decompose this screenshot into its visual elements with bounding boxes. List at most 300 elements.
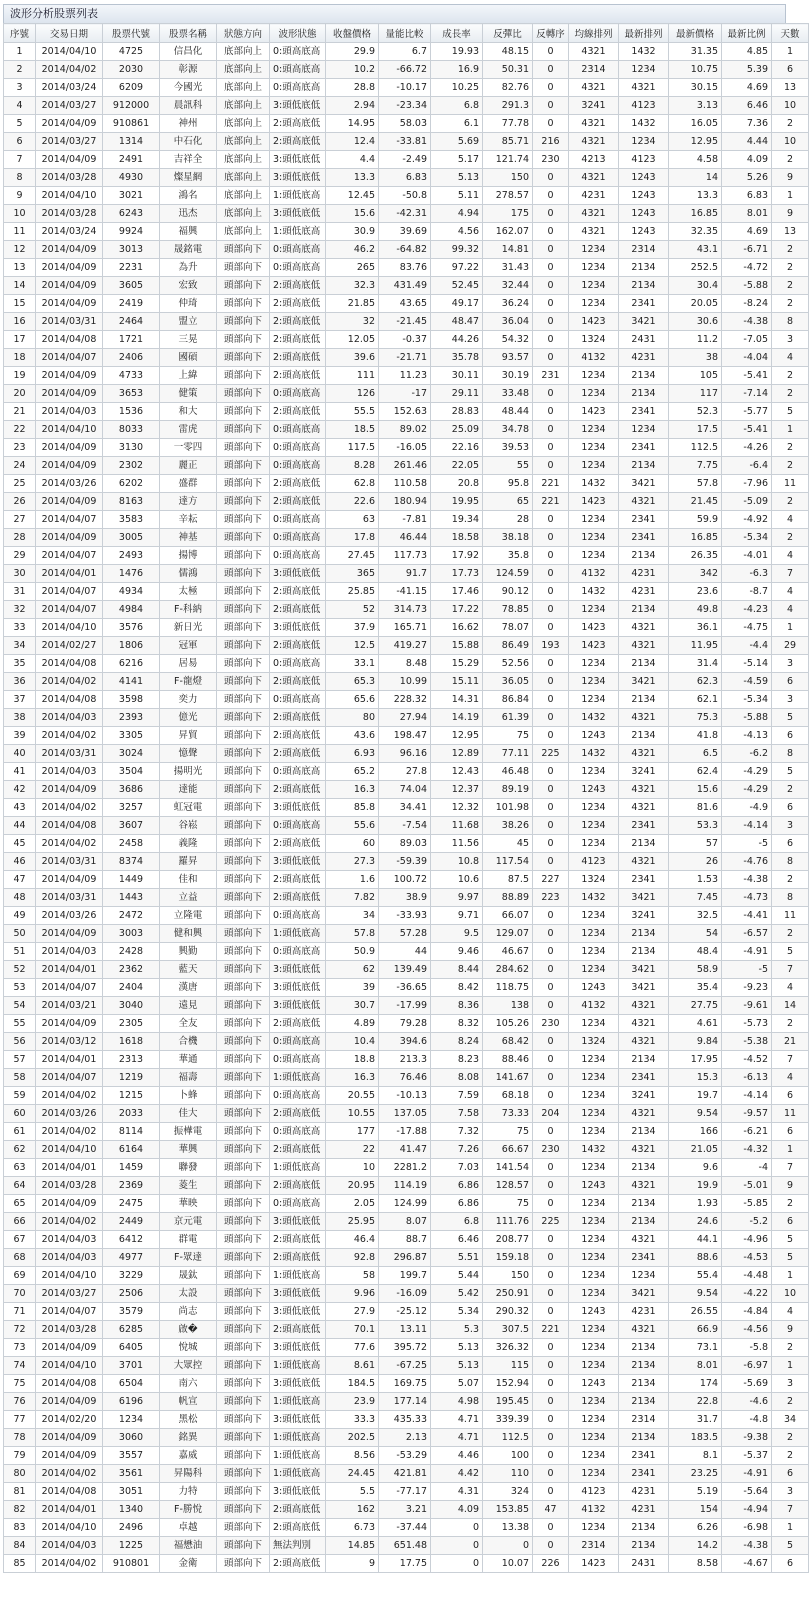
table-row[interactable] [4, 979, 809, 997]
table-cell: 2464 [103, 313, 160, 331]
table-cell: 17.92 [431, 547, 483, 565]
table-cell: 2014/03/31 [36, 889, 103, 907]
table-cell: 力特 [160, 1483, 217, 1501]
table-row[interactable] [4, 133, 809, 151]
table-cell: 3:頭低底低 [270, 961, 326, 979]
table-row[interactable] [4, 1321, 809, 1339]
table-cell: 彰源 [160, 61, 217, 79]
table-cell: 2014/04/09 [36, 115, 103, 133]
table-cell: 85.71 [483, 133, 533, 151]
table-row[interactable] [4, 295, 809, 313]
table-row[interactable] [4, 1519, 809, 1537]
table-row[interactable] [4, 889, 809, 907]
table-cell: 頭部向下 [217, 655, 270, 673]
table-cell: 0 [533, 79, 569, 97]
table-cell: 231 [533, 367, 569, 385]
column-header[interactable]: 均線排列 [569, 24, 619, 43]
table-row[interactable] [4, 835, 809, 853]
table-cell: 2134 [619, 1051, 669, 1069]
table-cell: 2302 [103, 457, 160, 475]
table-cell: 立隆電 [160, 907, 217, 925]
table-cell: 頭部向下 [217, 1141, 270, 1159]
table-row[interactable] [4, 961, 809, 979]
table-cell: -77.17 [379, 1483, 431, 1501]
column-header[interactable]: 狀態方向 [217, 24, 270, 43]
table-cell: 0:頭高底高 [270, 79, 326, 97]
table-cell: 2:頭高底低 [270, 835, 326, 853]
table-row[interactable] [4, 1051, 809, 1069]
table-cell: 2341 [619, 1249, 669, 1267]
table-row[interactable] [4, 259, 809, 277]
table-cell: 2014/03/28 [36, 1321, 103, 1339]
table-cell: 頭部向下 [217, 295, 270, 313]
column-header[interactable]: 股票代號 [103, 24, 160, 43]
table-cell: 頭部向下 [217, 1429, 270, 1447]
table-cell: 立益 [160, 889, 217, 907]
table-row[interactable] [4, 1537, 809, 1555]
table-cell: 33.3 [326, 1411, 379, 1429]
table-cell: 2014/04/10 [36, 1519, 103, 1537]
table-cell: 30.19 [483, 367, 533, 385]
table-cell: 0:頭高底高 [270, 43, 326, 61]
table-row[interactable] [4, 1501, 809, 1519]
table-cell: 30.4 [669, 277, 722, 295]
table-row[interactable] [4, 925, 809, 943]
table-cell: 4321 [619, 1015, 669, 1033]
table-cell: 2134 [619, 547, 669, 565]
table-cell: 盟立 [160, 313, 217, 331]
table-cell: 12.32 [431, 799, 483, 817]
table-cell: 8.48 [379, 655, 431, 673]
column-header[interactable]: 交易日期 [36, 24, 103, 43]
table-row[interactable] [4, 655, 809, 673]
table-cell: 2014/04/01 [36, 1501, 103, 1519]
column-header[interactable]: 最新價格 [669, 24, 722, 43]
column-header[interactable]: 股票名稱 [160, 24, 217, 43]
table-cell: 28.8 [326, 79, 379, 97]
table-cell: 20.05 [669, 295, 722, 313]
table-cell: 77.11 [483, 745, 533, 763]
table-cell: 華興 [160, 1141, 217, 1159]
table-row[interactable] [4, 277, 809, 295]
column-header[interactable]: 反轉序 [533, 24, 569, 43]
table-cell: 3421 [619, 673, 669, 691]
table-cell: 12.43 [431, 763, 483, 781]
table-cell: 19 [4, 367, 36, 385]
table-cell: 17.75 [379, 1555, 431, 1573]
table-cell: 39.53 [483, 439, 533, 457]
table-row[interactable] [4, 79, 809, 97]
table-cell: 65.6 [326, 691, 379, 709]
table-cell: 55 [483, 457, 533, 475]
table-cell: 頭部向下 [217, 331, 270, 349]
table-cell: 2014/04/02 [36, 1465, 103, 1483]
table-cell: 2:頭高底低 [270, 475, 326, 493]
table-cell: 1423 [569, 403, 619, 421]
table-cell: 5.13 [431, 169, 483, 187]
table-cell: 2:頭高底低 [270, 1141, 326, 1159]
table-cell: -4.38 [722, 313, 772, 331]
table-row[interactable] [4, 763, 809, 781]
table-cell: 2 [772, 1393, 809, 1411]
table-cell: -21.71 [379, 349, 431, 367]
table-cell: 2 [772, 1339, 809, 1357]
table-cell: 32.35 [669, 223, 722, 241]
column-header[interactable]: 量能比較 [379, 24, 431, 43]
table-cell: 117.73 [379, 547, 431, 565]
table-cell: 111.76 [483, 1213, 533, 1231]
table-row[interactable] [4, 1447, 809, 1465]
table-cell: 3 [772, 655, 809, 673]
table-cell: -5.37 [722, 1447, 772, 1465]
table-row[interactable] [4, 385, 809, 403]
table-cell: 鴻名 [160, 187, 217, 205]
table-row[interactable] [4, 313, 809, 331]
table-cell: -4.73 [722, 889, 772, 907]
table-cell: 4.44 [722, 133, 772, 151]
table-cell: -4.26 [722, 439, 772, 457]
column-header[interactable]: 最新排列 [619, 24, 669, 43]
table-cell: 79 [4, 1447, 36, 1465]
table-cell: 7.82 [326, 889, 379, 907]
table-cell: -4.8 [722, 1411, 772, 1429]
table-cell: 2 [772, 295, 809, 313]
table-cell: 2419 [103, 295, 160, 313]
table-row[interactable] [4, 583, 809, 601]
table-cell: 59.9 [669, 511, 722, 529]
table-cell: 17.95 [669, 1051, 722, 1069]
table-row[interactable] [4, 1483, 809, 1501]
table-row[interactable] [4, 367, 809, 385]
table-cell: 10 [772, 97, 809, 115]
table-cell: 3.13 [669, 97, 722, 115]
table-cell: 漢唐 [160, 979, 217, 997]
table-row[interactable] [4, 511, 809, 529]
table-cell: 57 [4, 1051, 36, 1069]
table-row[interactable] [4, 619, 809, 637]
table-row[interactable] [4, 421, 809, 439]
table-cell: 10 [772, 1285, 809, 1303]
table-row[interactable] [4, 709, 809, 727]
table-row[interactable] [4, 1465, 809, 1483]
column-header[interactable]: 序號 [4, 24, 36, 43]
table-cell: 284.62 [483, 961, 533, 979]
table-cell: 9.71 [431, 907, 483, 925]
table-row[interactable] [4, 943, 809, 961]
table-cell: 13.3 [326, 169, 379, 187]
table-cell: 46.44 [379, 529, 431, 547]
table-row[interactable] [4, 205, 809, 223]
table-cell: 2:頭高底低 [270, 889, 326, 907]
column-header[interactable]: 反彈比 [483, 24, 533, 43]
table-row[interactable] [4, 1141, 809, 1159]
table-cell: 2341 [619, 1069, 669, 1087]
table-row[interactable] [4, 1231, 809, 1249]
table-cell: 2 [772, 1429, 809, 1447]
table-cell: 55.6 [326, 817, 379, 835]
table-cell: -4.38 [722, 871, 772, 889]
table-row[interactable] [4, 457, 809, 475]
table-cell: 1234 [569, 1213, 619, 1231]
table-row[interactable] [4, 529, 809, 547]
table-row[interactable] [4, 1303, 809, 1321]
table-cell: 2014/04/09 [36, 151, 103, 169]
table-cell: 18.58 [431, 529, 483, 547]
table-cell: 45 [483, 835, 533, 853]
table-cell: 10.75 [669, 61, 722, 79]
table-row[interactable] [4, 1339, 809, 1357]
table-cell: 6.46 [722, 97, 772, 115]
table-row[interactable] [4, 1249, 809, 1267]
table-cell: 221 [533, 475, 569, 493]
table-row[interactable] [4, 439, 809, 457]
table-cell: 342 [669, 565, 722, 583]
column-header[interactable]: 最新比例 [722, 24, 772, 43]
table-cell: 8.32 [431, 1015, 483, 1033]
table-row[interactable] [4, 745, 809, 763]
table-cell: 揚博 [160, 547, 217, 565]
table-row[interactable] [4, 1069, 809, 1087]
table-row[interactable] [4, 1555, 809, 1573]
table-row[interactable] [4, 547, 809, 565]
table-cell: 8 [772, 745, 809, 763]
table-cell: 頭部向下 [217, 1303, 270, 1321]
column-header[interactable]: 收盤價格 [326, 24, 379, 43]
table-row[interactable] [4, 1393, 809, 1411]
table-cell: 3:頭低底低 [270, 619, 326, 637]
table-row[interactable] [4, 403, 809, 421]
table-cell: 1314 [103, 133, 160, 151]
table-cell: 2134 [619, 727, 669, 745]
table-cell: 65.2 [326, 763, 379, 781]
table-row[interactable] [4, 331, 809, 349]
table-cell: 9.54 [669, 1105, 722, 1123]
table-row[interactable] [4, 241, 809, 259]
table-cell: 42 [4, 781, 36, 799]
table-row[interactable] [4, 223, 809, 241]
table-cell: 頭部向下 [217, 781, 270, 799]
table-row[interactable] [4, 187, 809, 205]
table-cell: 97.22 [431, 259, 483, 277]
table-cell: 頭部向下 [217, 1357, 270, 1375]
table-cell: 24.45 [326, 1465, 379, 1483]
table-row[interactable] [4, 1087, 809, 1105]
table-cell: 2014/04/10 [36, 619, 103, 637]
table-cell: 50.31 [483, 61, 533, 79]
table-cell: 中石化 [160, 133, 217, 151]
table-cell: 1324 [569, 871, 619, 889]
table-row[interactable] [4, 1267, 809, 1285]
table-cell: 達方 [160, 493, 217, 511]
table-cell: 尚志 [160, 1303, 217, 1321]
table-row[interactable] [4, 871, 809, 889]
table-cell: 2014/04/01 [36, 565, 103, 583]
table-row[interactable] [4, 565, 809, 583]
table-cell: 0 [533, 1033, 569, 1051]
table-cell: 底部向上 [217, 79, 270, 97]
table-cell: 225 [533, 745, 569, 763]
table-row[interactable] [4, 1357, 809, 1375]
table-row[interactable] [4, 151, 809, 169]
table-cell: 1721 [103, 331, 160, 349]
table-cell: 46.67 [483, 943, 533, 961]
table-cell: 230 [533, 151, 569, 169]
table-row[interactable] [4, 1159, 809, 1177]
table-cell: 2:頭高底低 [270, 403, 326, 421]
table-row[interactable] [4, 817, 809, 835]
table-cell: 1423 [569, 637, 619, 655]
table-cell: 48 [4, 889, 36, 907]
table-row[interactable] [4, 799, 809, 817]
table-cell: 159.18 [483, 1249, 533, 1267]
table-row[interactable] [4, 1015, 809, 1033]
table-row[interactable] [4, 907, 809, 925]
table-cell: 30.15 [669, 79, 722, 97]
table-cell: 2341 [619, 817, 669, 835]
table-cell: 4321 [619, 799, 669, 817]
table-cell: 2014/04/07 [36, 979, 103, 997]
table-cell: 3:頭低底低 [270, 1483, 326, 1501]
table-row[interactable] [4, 97, 809, 115]
table-cell: 3:頭低底低 [270, 853, 326, 871]
table-cell: 33 [4, 619, 36, 637]
table-cell: 15 [4, 295, 36, 313]
table-row[interactable] [4, 1105, 809, 1123]
table-row[interactable] [4, 61, 809, 79]
table-cell: 53.3 [669, 817, 722, 835]
table-row[interactable] [4, 1123, 809, 1141]
table-row[interactable] [4, 349, 809, 367]
column-header[interactable]: 波形狀態 [270, 24, 326, 43]
table-cell: 68.18 [483, 1087, 533, 1105]
table-cell: 銘異 [160, 1429, 217, 1447]
column-header[interactable]: 成長率 [431, 24, 483, 43]
table-cell: 44 [379, 943, 431, 961]
table-cell: 2:頭高底低 [270, 1249, 326, 1267]
table-cell: 遠見 [160, 997, 217, 1015]
table-cell: 帆宣 [160, 1393, 217, 1411]
table-row[interactable] [4, 1177, 809, 1195]
table-cell: 6.86 [431, 1195, 483, 1213]
table-cell: 1.53 [669, 871, 722, 889]
table-cell: 6.8 [431, 1213, 483, 1231]
table-row[interactable] [4, 43, 809, 61]
table-cell: 2014/04/07 [36, 601, 103, 619]
table-cell: 1243 [619, 223, 669, 241]
table-row[interactable] [4, 1285, 809, 1303]
table-cell: 0 [533, 349, 569, 367]
table-row[interactable] [4, 691, 809, 709]
table-cell: -4.6 [722, 1393, 772, 1411]
table-cell: 1536 [103, 403, 160, 421]
table-cell: 福興 [160, 223, 217, 241]
table-row[interactable] [4, 1033, 809, 1051]
table-cell: 4321 [569, 79, 619, 97]
table-cell: 頭部向下 [217, 745, 270, 763]
table-cell: 2014/03/26 [36, 475, 103, 493]
table-cell: 6.5 [669, 745, 722, 763]
table-cell: 8.58 [669, 1555, 722, 1573]
table-cell: 117.54 [483, 853, 533, 871]
table-cell: 10 [326, 1159, 379, 1177]
table-cell: 頭部向下 [217, 367, 270, 385]
table-cell: 30.9 [326, 223, 379, 241]
table-cell: 頭部向下 [217, 475, 270, 493]
table-cell: 8.08 [431, 1069, 483, 1087]
table-cell: 261.46 [379, 457, 431, 475]
table-row[interactable] [4, 997, 809, 1015]
table-cell: 112.5 [669, 439, 722, 457]
table-cell: 48.4 [669, 943, 722, 961]
table-cell: 4132 [569, 565, 619, 583]
table-cell: 8.42 [431, 979, 483, 997]
table-cell: 卜蜂 [160, 1087, 217, 1105]
table-cell: 4321 [619, 997, 669, 1015]
table-cell: 頭部向下 [217, 583, 270, 601]
table-cell: 1234 [569, 1105, 619, 1123]
table-row[interactable] [4, 853, 809, 871]
table-cell: 5 [772, 1231, 809, 1249]
table-cell: 52.3 [669, 403, 722, 421]
table-row[interactable] [4, 493, 809, 511]
table-row[interactable] [4, 637, 809, 655]
table-cell: 8 [772, 889, 809, 907]
table-cell: 晨訊科 [160, 97, 217, 115]
table-cell: 2:頭高底低 [270, 295, 326, 313]
table-cell: 興勤 [160, 943, 217, 961]
table-cell: 底部向上 [217, 223, 270, 241]
table-row[interactable] [4, 673, 809, 691]
table-cell: 5.07 [431, 1375, 483, 1393]
table-cell: 2 [772, 781, 809, 799]
table-row[interactable] [4, 1195, 809, 1213]
table-row[interactable] [4, 727, 809, 745]
table-cell: 2341 [619, 403, 669, 421]
table-cell: 頭部向下 [217, 943, 270, 961]
table-row[interactable] [4, 601, 809, 619]
table-cell: 5 [772, 1537, 809, 1555]
table-cell: 上緯 [160, 367, 217, 385]
table-row[interactable] [4, 1411, 809, 1429]
table-cell: 5.11 [431, 187, 483, 205]
table-cell: 0 [533, 619, 569, 637]
table-row[interactable] [4, 781, 809, 799]
table-cell: 4213 [569, 151, 619, 169]
table-cell: 2:頭高底低 [270, 673, 326, 691]
table-cell: 義隆 [160, 835, 217, 853]
table-cell: 910861 [103, 115, 160, 133]
table-cell: 0 [533, 925, 569, 943]
column-header[interactable]: 天數 [772, 24, 809, 43]
table-cell: 9 [772, 1177, 809, 1195]
table-cell: 0 [533, 1465, 569, 1483]
table-cell: 4 [772, 547, 809, 565]
table-cell: 1234 [569, 1087, 619, 1105]
table-cell: 226 [533, 1555, 569, 1573]
table-cell: 1:頭低底高 [270, 1429, 326, 1447]
table-row[interactable] [4, 1375, 809, 1393]
table-cell: 菱生 [160, 1177, 217, 1195]
table-row[interactable] [4, 1429, 809, 1447]
table-row[interactable] [4, 115, 809, 133]
table-row[interactable] [4, 169, 809, 187]
table-cell: 0 [533, 817, 569, 835]
table-cell: 52 [326, 601, 379, 619]
table-row[interactable] [4, 475, 809, 493]
table-cell: 73 [4, 1339, 36, 1357]
table-row[interactable] [4, 1213, 809, 1231]
table-cell: 1 [772, 1141, 809, 1159]
